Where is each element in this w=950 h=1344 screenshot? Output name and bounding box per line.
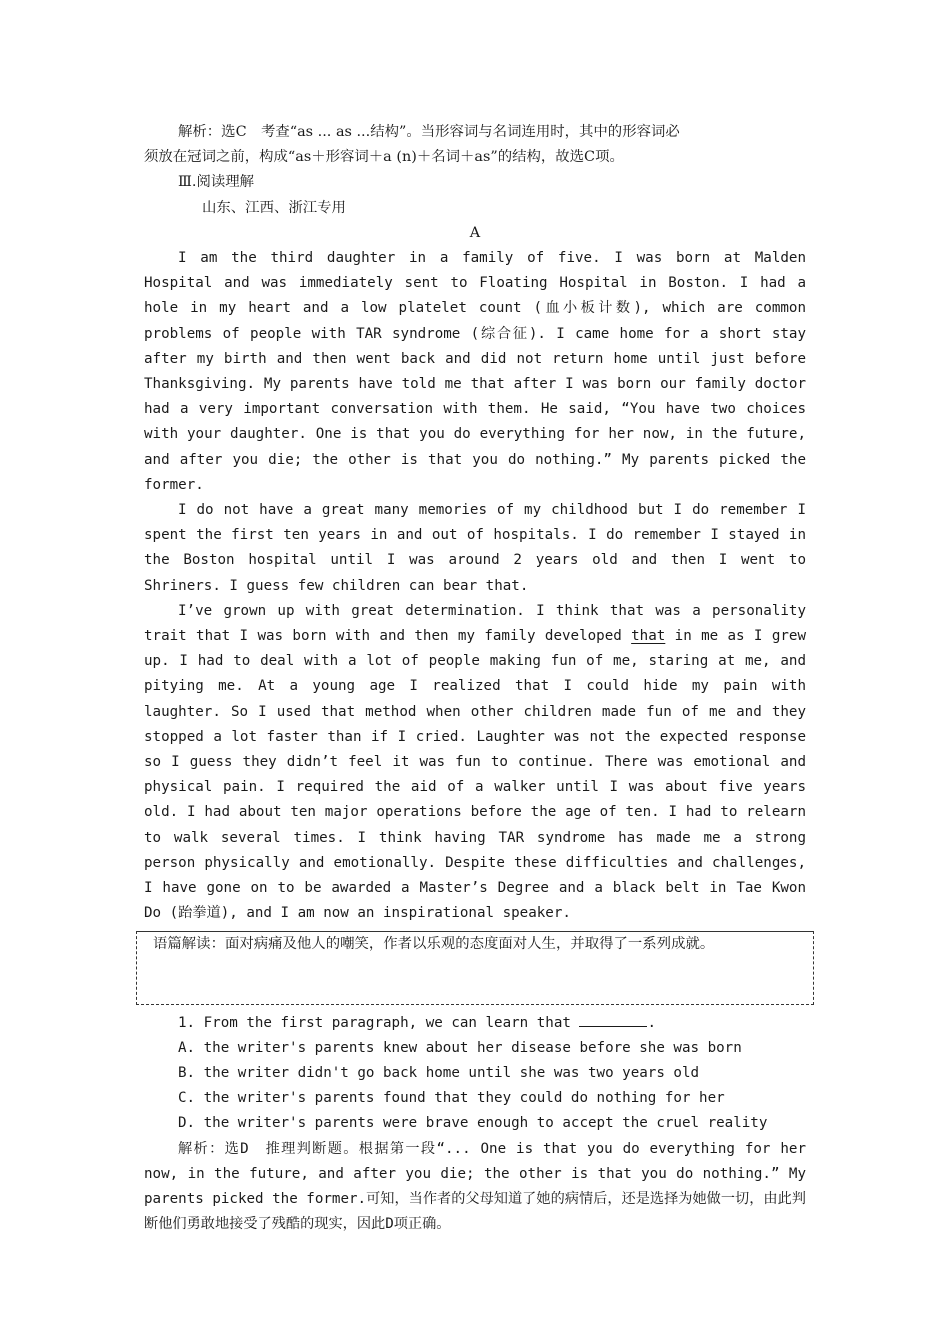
paragraph-3-text-end: in me as I grew up. I had to deal with a lot of people making fun of me, staring at me, and pitying me. At a young age I realized that I could hide my pain with laughter. So I used that method when other children made fun of me and they stopped a lot faster than if I cried. Laughter was not the expected response so I guess they didn’t feel it was fun to continue. There was emotional and physical pain. I required the aid of a walker until I was about five years old. I had about ten major operations before the age of ten. I had to relearn to walk several times. I think having TAR syndrome has made me a strong person physically and emotionally. Despite these difficulties and challenges, I have gone on to be awarded a Master’s Degree and a black belt in Tae Kwon Do (跆拳道), and I am now an inspirational speaker.	[144, 628, 806, 922]
option-d: D. the writer's parents were brave enough to accept the cruel reality	[178, 1115, 768, 1132]
summary-box	[136, 931, 814, 1005]
section-subheading: 山东、江西、浙江专用	[202, 199, 346, 216]
question-1-explanation: 解析：选D 推理判断题。根据第一段“... One is that you do everything for her now, in the future, and after you die; the other is that you do nothing.” My parents picked the former.可知，当作者的父母知道了她的病情后，还是选择为她做一切，由此判断他们勇敢地接受了残酷的现实，因此D项正确。	[144, 1140, 806, 1233]
passage-paragraph-1: I am the third daughter in a family of five. I was born at Malden Hospital and was immediately sent to Floating Hospital in Boston. I had a hole in my heart and a low platelet count (血小板计数), which are common problems of people with TAR syndrome (综合征). I came home for a short stay after my birth and then went back and did not return home until just before Thanksgiving. My parents have told me that after I was born our family doctor had a very important conversation with them. He said, “You have two choices with your daughter. One is that you do everything for her now, in the future, and after you die; the other is that you do nothing.” My parents picked the former.	[144, 250, 806, 493]
passage-paragraph-2: I do not have a great many memories of my childhood but I do remember I spent the first ten years in and out of hospitals. I do remember I stayed in the Boston hospital until I was around 2 years old and then I went to Shriners. I guess few children can bear that.	[144, 502, 806, 594]
question-1-stem: 1. From the first paragraph, we can learn that .	[144, 1011, 806, 1036]
option-b: B. the writer didn't go back home until she was two years old	[178, 1064, 700, 1081]
passage-paragraph-3	[144, 599, 806, 927]
option-a: A. the writer's parents knew about her disease before she was born	[178, 1039, 742, 1056]
prev-explanation-line2: 须放在冠词之前，构成“as＋形容词＋a (n)＋名词＋as”的结构，故选C项。	[144, 149, 624, 166]
passage-label: A	[469, 224, 481, 241]
paragraph-3-text-start: I’ve grown up with great determination. I think that was a personality trait that I was born with and then my family developed	[144, 602, 806, 645]
document-page	[144, 120, 806, 1237]
prev-explanation-line1: 解析：选C 考查“as ... as ...结构”。当形容词与名词连用时，其中的形容词必	[178, 124, 680, 140]
option-c: C. the writer's parents found that they could do nothing for her	[178, 1090, 725, 1107]
answer-blank	[579, 1012, 647, 1027]
summary-text: 语篇解读：面对病痛及他人的嘲笑，作者以乐观的态度面对人生，并取得了一系列成就。	[153, 935, 715, 952]
underlined-word: that	[631, 628, 666, 645]
section-heading: Ⅲ.阅读理解	[178, 174, 255, 191]
